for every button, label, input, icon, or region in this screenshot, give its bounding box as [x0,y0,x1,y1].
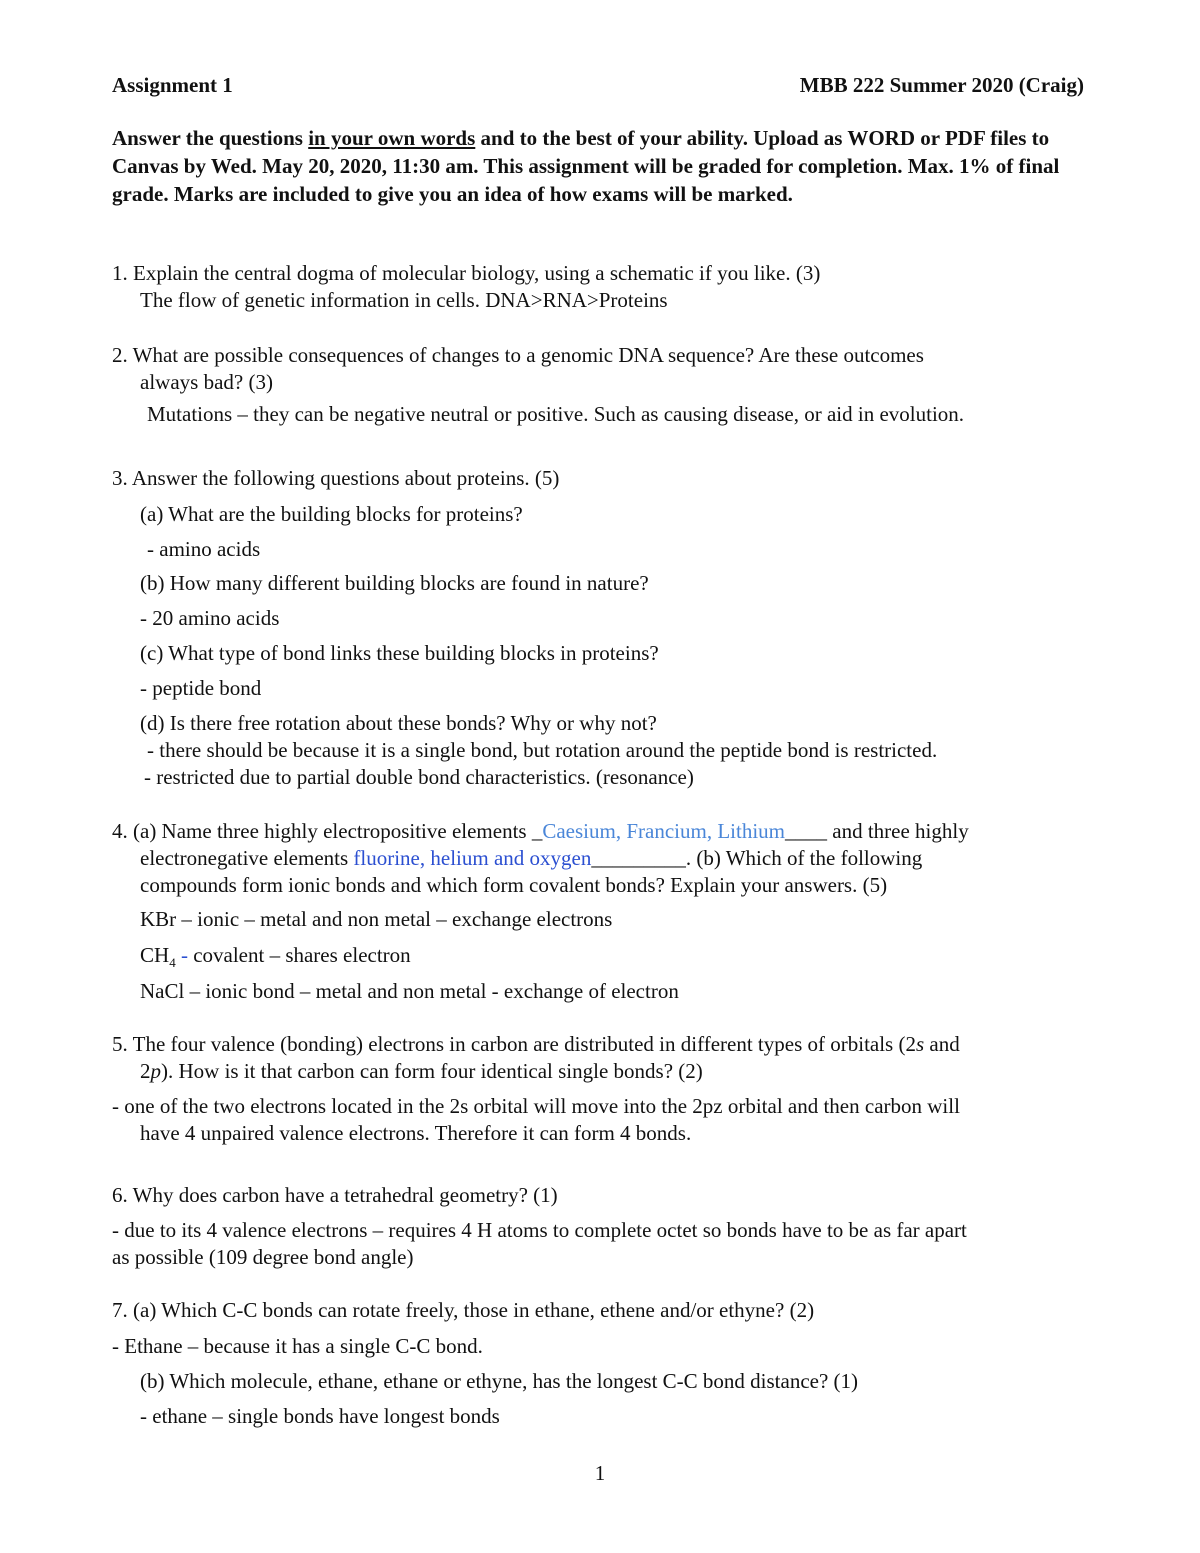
question-2-answer: Mutations – they can be negative neutral or positive. Such as causing disease, or aid in evolution. [147,402,965,426]
question-3c-answer-wrap [112,675,1087,702]
q5-l1-post: and [924,1032,960,1056]
q5-l2-p: p [150,1059,161,1083]
q5-l1-s: s [915,1032,925,1056]
instructions [112,124,1092,208]
question-3a-answer: - amino acids [147,537,261,561]
q4-ch4-wrap [112,942,1087,976]
question-5-answer-1: - one of the two electrons located in the 2s orbital will move into the 2pz orbital and then carbon will [112,1094,960,1118]
question-3c-text: (c) What type of bond links these building blocks in proteins? [140,641,659,665]
question-3d-answer-1: - there should be because it is a single bond, but rotation around the peptide bond is restricted. [147,738,938,762]
question-1 [112,260,1087,314]
q5-l2-pre: 2 [140,1059,151,1083]
q4-l2-pre: electronegative elements [140,846,354,870]
question-6-answer [112,1217,1087,1271]
q4-electronegative-answer: fluorine, helium and oxygen [353,846,592,870]
question-3b-text: (b) How many different building blocks are found in nature? [140,571,649,595]
question-5-line1 [112,1031,1087,1058]
q4-l1-post: ____ and three highly [785,819,969,843]
q5-l1-pre: 5. The four valence (bonding) electrons in carbon are distributed in different types of orbitals (2 [112,1032,916,1056]
question-3b [112,570,1087,597]
q4-ch4-rest: covalent – shares electron [193,943,411,967]
question-5 [112,1031,1087,1085]
question-7a-answer-wrap [112,1333,1087,1360]
question-3d-text: (d) Is there free rotation about these bonds? Why or why not? [140,711,657,735]
q4-kbr-answer: KBr – ionic – metal and non metal – exchange electrons [140,907,613,931]
q5-l2-post: ). How is it that carbon can form four identical single bonds? (2) [161,1059,703,1083]
question-3a-text: (a) What are the building blocks for proteins? [140,502,523,526]
question-7a-answer: - Ethane – because it has a single C-C bond. [112,1334,483,1358]
question-3a-answer-wrap [112,536,1087,563]
question-3c-answer: - peptide bond [140,676,262,700]
question-7b [112,1368,1087,1395]
q4-ch4-formula: CH [140,943,170,967]
course-title: MBB 222 Summer 2020 (Craig) [799,73,1084,97]
question-3d-answer-2: - restricted due to partial double bond characteristics. (resonance) [144,765,694,789]
question-3c [112,640,1087,667]
question-6 [112,1182,1087,1209]
q4-nacl-wrap [112,978,1087,1005]
q4-l2-post: _________. (b) Which of the following [591,846,923,870]
q4-electropositive-answer: Caesium, Francium, Lithium [542,819,785,843]
question-3b-answer-wrap [112,605,1087,632]
question-2-text-line1: 2. What are possible consequences of changes to a genomic DNA sequence? Are these outcomes [112,343,924,367]
question-7b-answer: - ethane – single bonds have longest bonds [140,1404,500,1428]
question-3 [112,465,1087,492]
question-1-answer: The flow of genetic information in cells. DNA>RNA>Proteins [140,288,668,312]
instructions-underlined: in your own words [308,126,476,150]
q4-nacl-answer: NaCl – ionic bond – metal and non metal - exchange of electron [140,979,679,1003]
q4-l1-pre: 4. (a) Name three highly electropositive elements _ [112,819,543,843]
assignment-title: Assignment 1 [112,73,233,97]
instructions-post: and to the best of your ability. Upload as WORD or PDF files to Canvas by Wed. May 20, 2020, 11:30 am. This assignment will be graded for completion. Max. 1% of final grade. Marks are included to give you an idea of how exams will be marked. [112,126,1060,206]
question-6-answer-1: - due to its 4 valence electrons – requires 4 H atoms to complete octet so bonds have to be as far apart [112,1218,967,1242]
question-6-text: 6. Why does carbon have a tetrahedral geometry? (1) [112,1183,558,1207]
question-3d [112,710,1087,791]
question-7a-text: 7. (a) Which C-C bonds can rotate freely, those in ethane, ethene and/or ethyne? (2) [112,1298,815,1322]
question-3-text: 3. Answer the following questions about proteins. (5) [112,466,560,490]
question-6-answer-2: as possible (109 degree bond angle) [112,1245,414,1269]
question-5-line2 [112,1058,1087,1085]
q4-ch4-dash: - [175,943,194,967]
question-4-line1 [112,818,1087,845]
q4-ch4-answer [112,942,1087,976]
question-4-line2 [112,845,1087,872]
question-3a [112,501,1087,528]
question-5-answer [112,1093,1087,1147]
question-2-text-line2: always bad? (3) [140,370,273,394]
instructions-pre: Answer the questions [112,126,309,150]
question-3b-answer: - 20 amino acids [140,606,280,630]
question-4 [112,818,1087,899]
q4-ch4-subscript: 4 [169,955,176,971]
question-7b-text: (b) Which molecule, ethane, ethane or ethyne, has the longest C-C bond distance? (1) [140,1369,859,1393]
question-1-text: 1. Explain the central dogma of molecular biology, using a schematic if you like. (3) [112,261,821,285]
question-2 [112,342,1087,428]
question-7a [112,1297,1087,1324]
q4-kbr-wrap [112,906,1087,933]
question-5-answer-2: have 4 unpaired valence electrons. Therefore it can form 4 bonds. [140,1121,692,1145]
page-number: 1 [594,1461,606,1485]
question-7b-answer-wrap [112,1403,1087,1430]
question-4-line3: compounds form ionic bonds and which form covalent bonds? Explain your answers. (5) [140,873,888,897]
